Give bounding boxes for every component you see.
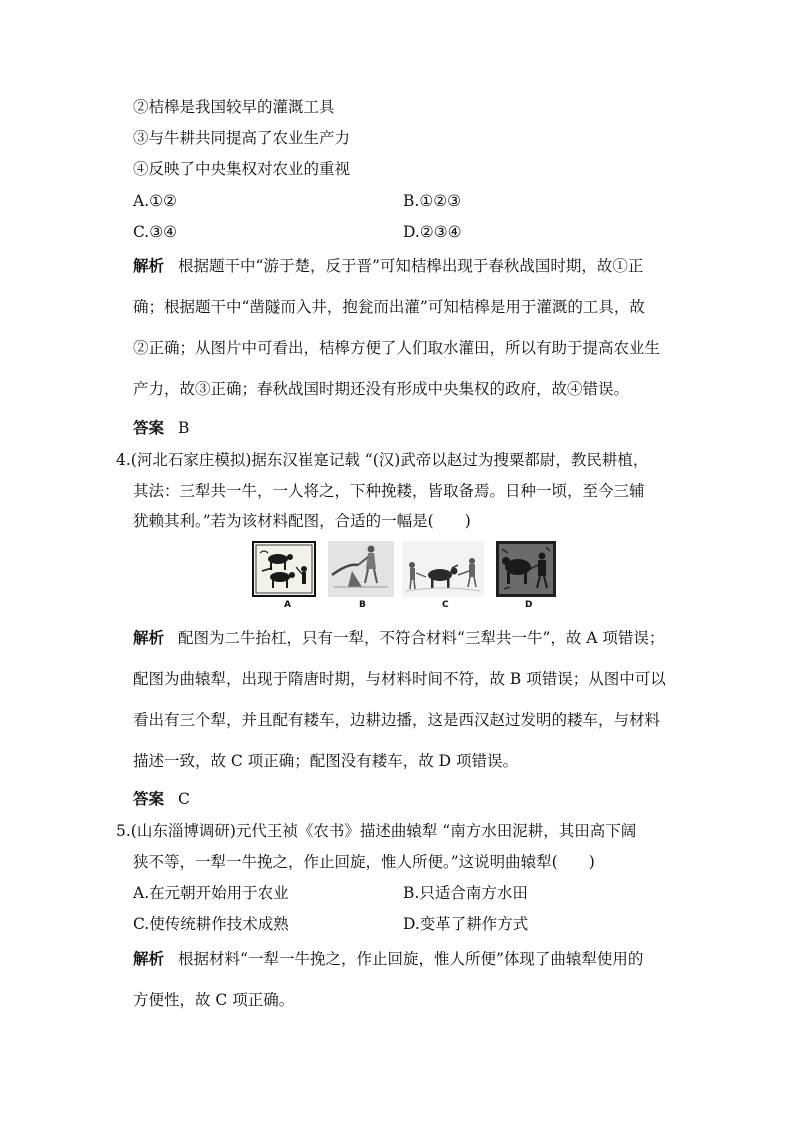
q3-analysis-line: 产力，故③正确；春秋战国时期还没有形成中央集权的政府，故④错误。 (133, 380, 630, 398)
q3-option-d: D.②③④ (403, 223, 462, 241)
figure-b-image (328, 541, 394, 597)
figure-c-image (402, 541, 484, 597)
q5-option-b: B.只适合南方水田 (403, 884, 528, 902)
q3-option-b: B.①②③ (403, 192, 462, 210)
q4-answer (133, 789, 190, 809)
analysis-label: 解析 (133, 628, 165, 647)
q4-stem-line: 4.(河北石家庄模拟)据东汉崔寔记载 “(汉)武帝以赵过为搜粟都尉，教民耕植， (116, 451, 649, 469)
q4-analysis-line: 配图为曲辕犁，出现于隋唐时期，与材料时间不符，故 B 项错误；从图中可以 (133, 670, 666, 688)
figure-d-image (496, 541, 556, 597)
answer-label: 答案 (133, 418, 165, 437)
analysis-label: 解析 (133, 949, 165, 968)
figure-b-caption: B (359, 600, 366, 610)
q5-option-a: A.在元朝开始用于农业 (133, 884, 289, 902)
q3-option-c: C.③④ (133, 223, 178, 241)
figure-a-caption: A (284, 600, 291, 610)
q4-analysis-line: 描述一致，故 C 项正确；配图没有耧车，故 D 项错误。 (133, 752, 518, 770)
q4-stem-line: 其法：三犁共一牛，一人将之，下种挽耧，皆取备焉。日种一顷，至今三辅 (133, 482, 645, 500)
q3-analysis-line (133, 256, 643, 276)
q4-analysis-line (133, 628, 664, 648)
q5-option-c: C.使传统耕作技术成熟 (133, 915, 289, 933)
q4-stem-line: 犹赖其利。”若为该材料配图，合适的一幅是( ) (133, 512, 471, 530)
q3-analysis-line: 确；根据题干中“凿隧而入井，抱瓮而出灌”可知桔槔是用于灌溉的工具，故 (133, 298, 645, 316)
analysis-label: 解析 (133, 256, 165, 275)
q5-analysis-text: 根据材料“一犁一牛挽之，作止回旋，惟人所便”体现了曲辕犁使用的 (178, 950, 644, 968)
q4-analysis-text: 配图为二牛抬杠，只有一犁，不符合材料“三犁共一牛”，故 A 项错误； (178, 629, 665, 647)
q5-stem-line: 狭不等，一犁一牛挽之，作止回旋，惟人所便。”这说明曲辕犁( ) (133, 853, 595, 871)
q4-figure-row (250, 541, 560, 613)
q4-analysis-line: 看出有三个犁，并且配有耧车，边耕边播，这是西汉赵过发明的耧车，与材料 (133, 711, 661, 729)
figure-a-image (252, 541, 316, 597)
q5-analysis-line (133, 949, 643, 969)
q3-analysis-text: 根据题干中“游于楚，反于晋”可知桔槔出现于春秋战国时期，故①正 (178, 257, 644, 275)
q5-option-d: D.变革了耕作方式 (403, 915, 529, 933)
q3-answer-value: B (178, 419, 190, 437)
q5-analysis-line: 方便性，故 C 项正确。 (133, 991, 295, 1009)
q3-analysis-line: ②正确；从图片中可看出，桔槔方便了人们取水灌田，所以有助于提高农业生 (133, 339, 661, 357)
q3-answer (133, 418, 189, 438)
statement-3: ③与牛耕共同提高了农业生产力 (133, 129, 351, 147)
q3-option-a: A.①② (133, 192, 177, 210)
figure-d-caption: D (525, 600, 533, 610)
statement-4: ④反映了中央集权对农业的重视 (133, 160, 351, 178)
figure-c-caption: C (442, 600, 449, 610)
q5-stem-line: 5.(山东淄博调研)元代王祯《农书》描述曲辕犁 “南方水田泥耕，其田高下阔 (116, 822, 637, 840)
statement-2: ②桔槔是我国较早的灌溉工具 (133, 98, 335, 116)
q4-answer-value: C (178, 790, 190, 808)
answer-label: 答案 (133, 789, 165, 808)
